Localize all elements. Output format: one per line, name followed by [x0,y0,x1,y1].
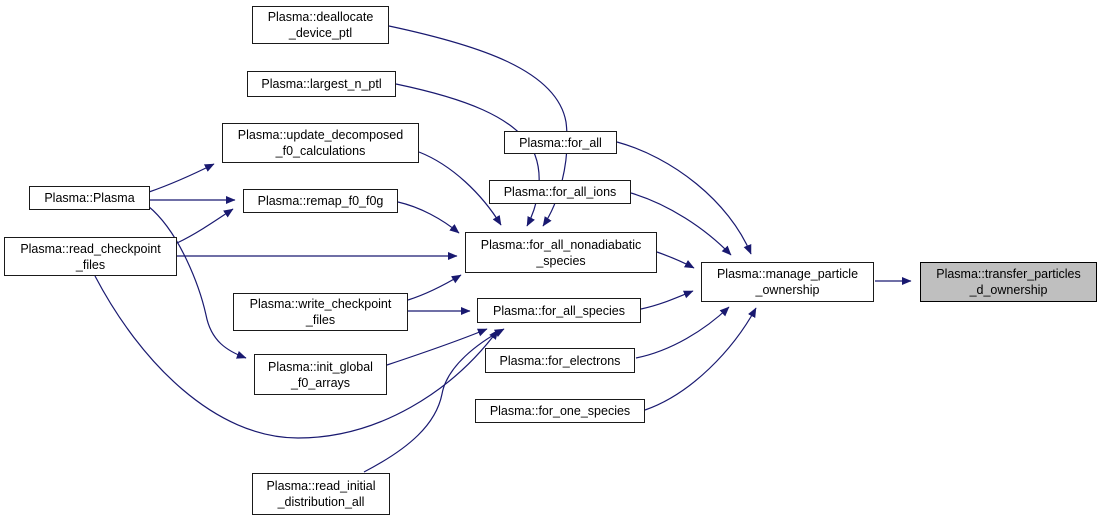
edge-for-electrons-to-manage [636,307,729,358]
node-label-line: Plasma::read_initial [266,479,376,493]
node-label-line: Plasma::read_checkpoint [20,241,161,256]
node-label-line: _files [75,257,106,272]
node-plasma-for-all-ions[interactable] [489,180,631,204]
node-plasma-for-all[interactable] [504,131,617,154]
node-label-line: Plasma::for_one_species [489,404,631,418]
node-plasma-transfer-particles-d-ownership-current [920,262,1097,302]
edge-for-one-species-to-manage [645,308,756,410]
edge-read-checkpoint-to-remap-f0-f0g [177,209,233,243]
node-plasma-init-global-f0-arrays[interactable] [254,354,387,395]
node-plasma-read-initial-distribution-all[interactable] [252,473,390,515]
node-label-line: _species [536,253,586,268]
node-label-line: _files [305,313,336,327]
node-plasma-update-decomposed-f0-calculations[interactable] [222,123,419,163]
node-plasma-for-all-nonadiabatic-species[interactable] [465,232,657,273]
node-label-line: Plasma::init_global [268,359,373,374]
node-plasma-largest-n-ptl[interactable] [247,71,396,97]
node-label-line: Plasma::write_checkpoint [249,297,392,311]
node-label-line: Plasma::for_electrons [499,353,621,368]
edge-plasma-to-init-global-f0-arrays [148,206,246,358]
node-label-line: Plasma::for_all_species [492,303,625,318]
node-label-line: Plasma::for_all_ions [503,185,617,199]
node-label-line: _distribution_all [277,495,365,509]
node-label-line: Plasma::transfer_particles [936,267,1081,281]
node-label-line: Plasma::manage_particle [716,267,859,281]
node-plasma-for-electrons[interactable] [485,348,635,373]
node-label-line: _f0_calculations [275,144,366,158]
node-label-line: _f0_arrays [290,375,351,390]
node-label-line: Plasma::Plasma [44,191,135,205]
node-label-line: Plasma::remap_f0_f0g [257,194,384,208]
edge-remap-f0-f0g-to-for-all-nonadiabatic-species [398,202,459,233]
node-label-line: Plasma::for_all_nonadiabatic [480,237,642,252]
node-label-line: _ownership [755,283,820,297]
node-plasma-remap-f0-f0g[interactable] [243,189,398,213]
node-plasma-for-one-species[interactable] [475,399,645,423]
node-label-line: _device_ptl [288,26,353,40]
node-label-line: Plasma::for_all [519,135,602,150]
node-label-line: _d_ownership [969,283,1048,297]
node-plasma-plasma[interactable] [29,186,150,210]
node-label-line: Plasma::deallocate [267,10,374,24]
edge-for-all-nonadiabatic-species-to-manage [657,252,694,268]
node-plasma-for-all-species[interactable] [477,298,641,323]
node-plasma-deallocate-device-ptl[interactable] [252,6,389,44]
node-plasma-manage-particle-ownership[interactable] [701,262,874,302]
edge-for-all-species-to-manage [641,291,693,309]
node-label-line: Plasma::largest_n_ptl [261,77,382,91]
edge-plasma-to-update-decomposed [149,164,214,192]
node-label-line: Plasma::update_decomposed [237,128,404,142]
edge-write-checkpoint-to-for-all-nonadiabatic-species [408,275,461,300]
node-plasma-read-checkpoint-files[interactable] [4,237,177,276]
node-plasma-write-checkpoint-files[interactable] [233,293,408,331]
